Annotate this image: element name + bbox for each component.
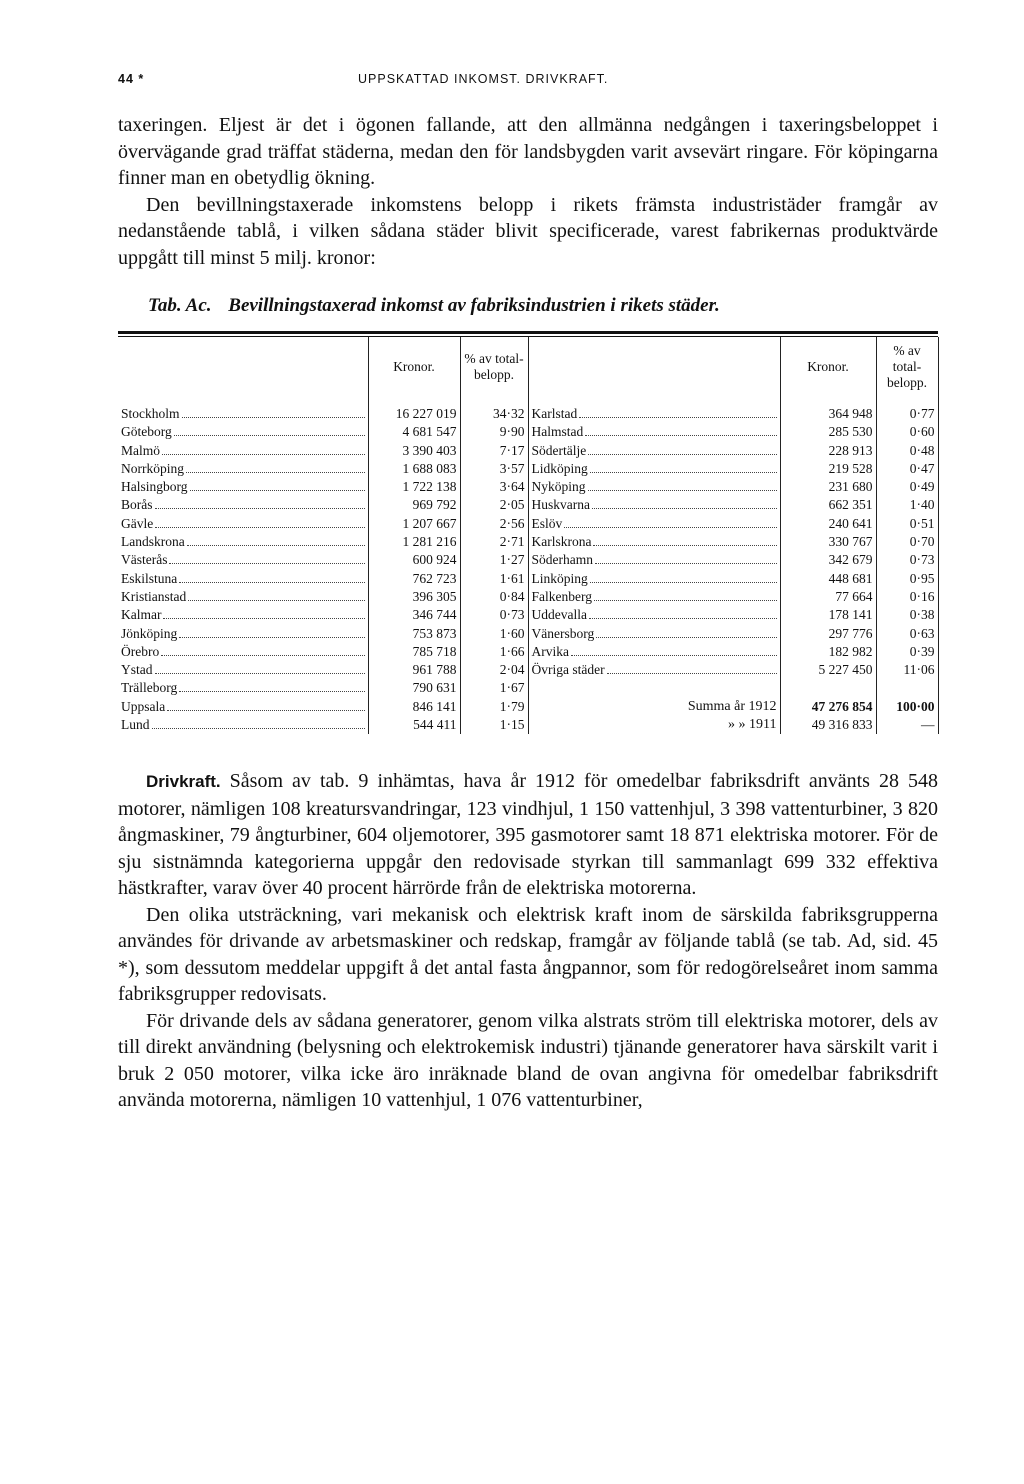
table-row	[118, 442, 938, 460]
paragraph-5: För drivande dels av sådana generatorer, genom vilka alstrats ström till elektriska motorer, dels av till direkt användning (belysning och elektrokemisk industri) tjänande generatorer hava särskilt varit i bruk 2 050 motorer, vilka icke äro inräknade bland de ovan angivna för omedelbar fabriksdrift använda motorerna, nämligen 10 vattenhjul, 1 076 vattenturbiner,	[118, 1009, 938, 1112]
city-name: Övriga städer	[531, 662, 605, 678]
row-name-cell	[118, 460, 368, 478]
city-name: Eskilstuna	[121, 570, 178, 586]
leader-dots	[588, 490, 777, 491]
city-name: Norrköping	[121, 460, 184, 476]
paragraph-drivkraft	[118, 768, 938, 902]
kronor-cell: 790 631	[368, 679, 460, 697]
row-name-cell	[528, 496, 780, 514]
pct-cell: 0·70	[876, 533, 938, 551]
row-name-cell	[528, 442, 780, 460]
pct-cell: 3·64	[460, 478, 528, 496]
table-row	[118, 515, 938, 533]
row-name-cell	[528, 460, 780, 478]
leader-dots	[162, 454, 365, 455]
running-title: UPPSKATTAD INKOMST. DRIVKRAFT.	[358, 72, 609, 86]
row-name-cell	[528, 570, 780, 588]
pct-cell: 2·05	[460, 496, 528, 514]
row-name-cell	[118, 716, 368, 734]
kronor-cell: 231 680	[780, 478, 876, 496]
row-name-cell	[528, 625, 780, 643]
table-row	[118, 698, 938, 716]
kronor-cell: 5 227 450	[780, 661, 876, 679]
paragraph-1: taxeringen. Eljest är det i ögonen fallande, att den allmänna nedgången i taxeringsbeloppet i övervägande grad träffat städerna, medan den för landsbygden varit avsevärt ringare. För köpingarna finner man en obetydlig ökning.	[118, 114, 938, 189]
pct-cell: 3·57	[460, 460, 528, 478]
row-name-cell	[528, 515, 780, 533]
header-kronor-left: Kronor.	[368, 337, 460, 405]
city-name: Landskrona	[121, 534, 185, 550]
row-name-cell	[118, 625, 368, 643]
city-name: Huskvarna	[531, 497, 590, 513]
row-name-cell	[118, 405, 368, 423]
pct-cell: 11·06	[876, 661, 938, 679]
city-name: Jönköping	[121, 625, 178, 641]
income-table	[118, 337, 939, 734]
leader-dots	[590, 582, 777, 583]
kronor-cell: 16 227 019	[368, 405, 460, 423]
leader-dots	[167, 710, 364, 711]
city-name: Falkenberg	[531, 588, 592, 604]
leader-dots	[155, 527, 364, 528]
pct-cell: 0·48	[876, 442, 938, 460]
kronor-cell: 600 924	[368, 551, 460, 569]
kronor-cell: 1 722 138	[368, 478, 460, 496]
pct-cell: 9·90	[460, 423, 528, 441]
pct-cell: 0·51	[876, 515, 938, 533]
row-name-cell	[118, 643, 368, 661]
kronor-cell: 285 530	[780, 423, 876, 441]
leader-dots	[579, 417, 776, 418]
kronor-cell: 342 679	[780, 551, 876, 569]
row-name-cell	[528, 606, 780, 624]
drivkraft-text: Såsom av tab. 9 inhämtas, hava år 1912 för omedelbar fabriksdrift använts 28 548 motorer, nämligen 108 kreatursvandringar, 123 vindhjul, 1 150 vattenhjul, 3 398 vattenturbiner, 3 820 ångmaskiner, 79 ångturbiner, 604 oljemotorer, 395 gasmotorer samt 18 871 elektriska motorer. För de sju sistnämnda kategorierna uppgår den redovisade styrkan till sammanlagt 699 332 effektiva hästkrafter, varav över 40 procent härrörde från de elektriska motorerna.	[118, 770, 939, 900]
leader-dots	[595, 563, 777, 564]
city-name: Eslöv	[531, 515, 563, 531]
table-row	[118, 679, 938, 697]
city-name: Örebro	[121, 643, 160, 659]
kronor-cell: 785 718	[368, 643, 460, 661]
leader-dots	[585, 435, 776, 436]
leader-dots	[564, 527, 776, 528]
kronor-cell: 762 723	[368, 570, 460, 588]
kronor-cell: 297 776	[780, 625, 876, 643]
leader-dots	[588, 454, 776, 455]
kronor-cell: 544 411	[368, 716, 460, 734]
leader-dots	[186, 472, 365, 473]
leader-dots	[571, 655, 777, 656]
table-row	[118, 460, 938, 478]
kronor-cell: 4 681 547	[368, 423, 460, 441]
table-row	[118, 716, 938, 734]
header-blank-right	[528, 337, 780, 405]
paragraph-2: Den bevillningstaxerade inkomstens belopp i rikets främsta industristäder framgår av nedanstående tablå, i vilken sådana städer blivit specificerade, varest fabrikernas produktvärde uppgått till minst 5 milj. kronor:	[118, 193, 938, 269]
sum-1912-pct: 100·00	[876, 698, 938, 716]
table-row	[118, 423, 938, 441]
table-row	[118, 551, 938, 569]
row-name-cell	[528, 551, 780, 569]
kronor-cell: 346 744	[368, 606, 460, 624]
empty-cell	[528, 679, 780, 697]
pct-cell: 0·49	[876, 478, 938, 496]
sum-1912-kronor: 47 276 854	[780, 698, 876, 716]
city-name: Uddevalla	[531, 607, 587, 623]
kronor-cell: 1 207 667	[368, 515, 460, 533]
pct-cell: 1·40	[876, 496, 938, 514]
pct-cell: 0·73	[876, 551, 938, 569]
table-caption-label: Tab. Ac.	[148, 295, 212, 316]
leader-dots	[190, 490, 365, 491]
pct-cell: 1·61	[460, 570, 528, 588]
empty-cell	[780, 679, 876, 697]
row-name-cell	[118, 698, 368, 716]
table-row	[118, 606, 938, 624]
row-name-cell	[528, 588, 780, 606]
table-row	[118, 643, 938, 661]
city-name: Nyköping	[531, 479, 586, 495]
pct-cell: 0·38	[876, 606, 938, 624]
drivkraft-heading: Drivkraft.	[146, 772, 221, 792]
city-name: Arvika	[531, 643, 569, 659]
city-name: Göteborg	[121, 424, 172, 440]
row-name-cell	[118, 478, 368, 496]
table-row	[118, 405, 938, 423]
leader-dots	[152, 728, 365, 729]
pct-cell: 0·16	[876, 588, 938, 606]
row-name-cell	[118, 679, 368, 697]
pct-cell: 0·73	[460, 606, 528, 624]
pct-cell: 1·67	[460, 679, 528, 697]
city-name: Uppsala	[121, 698, 166, 714]
leader-dots	[592, 508, 777, 509]
kronor-cell: 1 688 083	[368, 460, 460, 478]
kronor-cell: 219 528	[780, 460, 876, 478]
row-name-cell	[528, 643, 780, 661]
kronor-cell: 240 641	[780, 515, 876, 533]
pct-cell: 34·32	[460, 405, 528, 423]
kronor-cell: 178 141	[780, 606, 876, 624]
city-name: Gävle	[121, 515, 154, 531]
leader-dots	[596, 637, 776, 638]
row-name-cell	[118, 423, 368, 441]
pct-cell: 7·17	[460, 442, 528, 460]
kronor-cell: 846 141	[368, 698, 460, 716]
kronor-cell: 1 281 216	[368, 533, 460, 551]
kronor-cell: 77 664	[780, 588, 876, 606]
leader-dots	[594, 600, 777, 601]
kronor-cell: 228 913	[780, 442, 876, 460]
leader-dots	[188, 600, 364, 601]
kronor-cell: 3 390 403	[368, 442, 460, 460]
table-caption-title: Bevillningstaxerad inkomst av fabriksindustrien i rikets städer.	[228, 295, 720, 316]
pct-cell: 1·60	[460, 625, 528, 643]
leader-dots	[590, 472, 777, 473]
table-top-rule	[118, 331, 938, 334]
sum-1911-label: » » 1911	[728, 717, 777, 733]
city-name: Kristianstad	[121, 588, 187, 604]
table-row	[118, 625, 938, 643]
pct-cell: 1·15	[460, 716, 528, 734]
page-number: 44 *	[118, 72, 145, 86]
city-name: Karlskrona	[531, 534, 592, 550]
city-name: Stockholm	[121, 406, 180, 421]
city-name: Ystad	[121, 662, 153, 678]
row-name-cell	[118, 606, 368, 624]
kronor-cell: 448 681	[780, 570, 876, 588]
table-row	[118, 496, 938, 514]
city-name: Halmstad	[531, 424, 584, 440]
table-header-row	[118, 337, 938, 405]
running-header	[118, 68, 938, 94]
header-pct-right: % av total-belopp.	[876, 337, 938, 405]
header-pct-left: % av total-belopp.	[460, 337, 528, 405]
table-row	[118, 478, 938, 496]
pct-cell: 0·95	[876, 570, 938, 588]
sum-1912-label: Summa år 1912	[687, 698, 777, 714]
city-name: Vänersborg	[531, 625, 595, 641]
table-caption	[118, 295, 938, 317]
row-name-cell	[528, 478, 780, 496]
leader-dots	[593, 545, 776, 546]
pct-cell: 2·56	[460, 515, 528, 533]
row-name-cell	[118, 496, 368, 514]
paragraph-4: Den olika utsträckning, vari mekanisk och elektrisk kraft inom de särskilda fabriksgrupperna användes för drivande av arbetsmaskiner och redskap, framgår av följande tablå (se tab. Ad, sid. 45 *), som dessutom meddelar uppgift å det antal fasta ångpannor, som för redogörelseåret inom samma fabriksgrupper redovisats.	[118, 903, 938, 1006]
table-row	[118, 661, 938, 679]
leader-dots	[589, 618, 777, 619]
sum-1911-kronor: 49 316 833	[780, 716, 876, 734]
leader-dots	[179, 691, 364, 692]
pct-cell: 1·79	[460, 698, 528, 716]
pct-cell: 0·77	[876, 405, 938, 423]
row-name-cell	[118, 661, 368, 679]
row-name-cell	[118, 533, 368, 551]
city-name: Söderhamn	[531, 552, 593, 568]
leader-dots	[155, 673, 365, 674]
document-page	[118, 68, 938, 1114]
city-name: Borås	[121, 497, 153, 513]
kronor-cell: 396 305	[368, 588, 460, 606]
city-name: Trälleborg	[121, 680, 178, 696]
pct-cell: 2·04	[460, 661, 528, 679]
city-name: Lund	[121, 717, 150, 733]
header-blank-left	[118, 337, 368, 405]
empty-cell	[876, 679, 938, 697]
leader-dots	[187, 545, 365, 546]
leader-dots	[163, 618, 364, 619]
pct-cell: 1·27	[460, 551, 528, 569]
row-name-cell	[118, 588, 368, 606]
kronor-cell: 182 982	[780, 643, 876, 661]
leader-dots	[169, 563, 364, 564]
city-name: Västerås	[121, 552, 168, 568]
kronor-cell: 364 948	[780, 405, 876, 423]
city-name: Halsingborg	[121, 479, 188, 495]
row-name-cell	[118, 551, 368, 569]
table-body	[118, 405, 938, 734]
leader-dots	[174, 435, 365, 436]
city-name: Södertälje	[531, 442, 587, 458]
city-name: Linköping	[531, 570, 588, 586]
pct-cell: 0·63	[876, 625, 938, 643]
sum-1911-pct: —	[876, 716, 938, 734]
table-row	[118, 570, 938, 588]
kronor-cell: 330 767	[780, 533, 876, 551]
row-name-cell	[528, 405, 780, 423]
leader-dots	[179, 582, 364, 583]
leader-dots	[182, 417, 365, 418]
row-name-cell	[118, 442, 368, 460]
row-name-cell	[528, 423, 780, 441]
leader-dots	[155, 508, 365, 509]
pct-cell: 0·47	[876, 460, 938, 478]
row-name-cell	[118, 570, 368, 588]
row-name-cell	[528, 661, 780, 679]
pct-cell: 2·71	[460, 533, 528, 551]
kronor-cell: 969 792	[368, 496, 460, 514]
leader-dots	[179, 637, 364, 638]
row-name-cell	[528, 533, 780, 551]
leader-dots	[607, 673, 777, 674]
city-name: Lidköping	[531, 460, 588, 476]
city-name: Karlstad	[531, 406, 578, 421]
pct-cell: 1·66	[460, 643, 528, 661]
header-kronor-right: Kronor.	[780, 337, 876, 405]
pct-cell: 0·60	[876, 423, 938, 441]
city-name: Kalmar	[121, 607, 162, 623]
row-name-cell	[118, 515, 368, 533]
kronor-cell: 961 788	[368, 661, 460, 679]
city-name: Malmö	[121, 442, 160, 458]
pct-cell: 0·39	[876, 643, 938, 661]
pct-cell: 0·84	[460, 588, 528, 606]
leader-dots	[161, 655, 364, 656]
kronor-cell: 662 351	[780, 496, 876, 514]
table-row	[118, 533, 938, 551]
table-row	[118, 588, 938, 606]
kronor-cell: 753 873	[368, 625, 460, 643]
